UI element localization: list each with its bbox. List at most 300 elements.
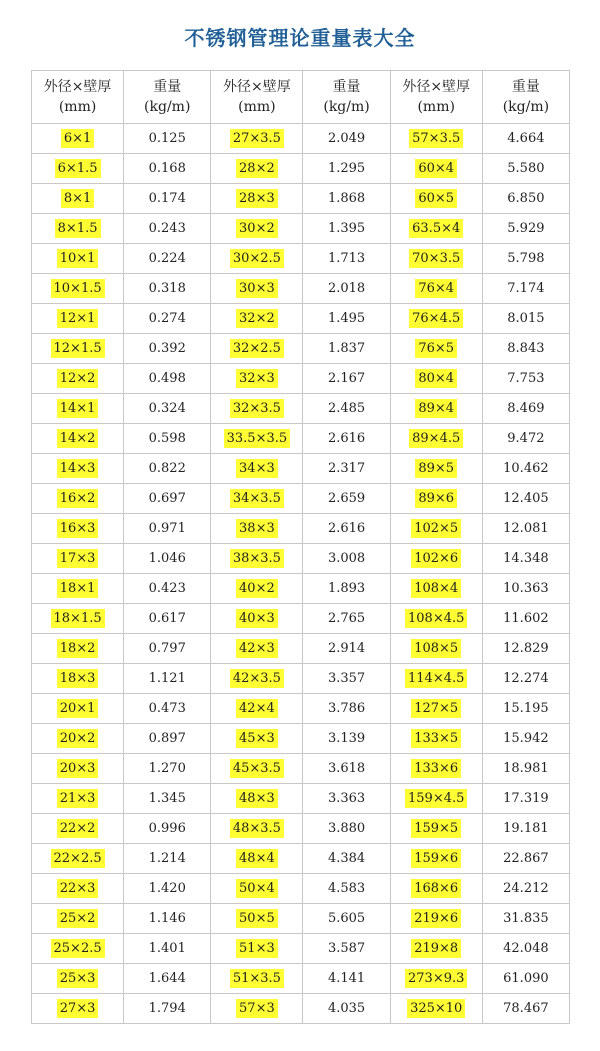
size-value: 80×4: [415, 369, 457, 388]
size-cell: [211, 934, 303, 964]
weight-value: 2.616: [303, 514, 390, 544]
size-value: 28×2: [236, 159, 278, 178]
size-cell: [211, 664, 303, 694]
table-row: [32, 124, 570, 154]
size-cell: [211, 184, 303, 214]
size-cell: [211, 724, 303, 754]
size-cell: [391, 664, 483, 694]
size-cell: [391, 124, 483, 154]
table-row: [32, 154, 570, 184]
size-value: 14×3: [57, 459, 99, 478]
size-cell: [211, 424, 303, 454]
weight-value: 12.081: [483, 514, 570, 544]
weight-value: 2.616: [303, 424, 390, 454]
weight-value: 3.363: [303, 784, 390, 814]
weight-value: 1.495: [303, 304, 390, 334]
size-cell: [32, 454, 124, 484]
weight-value: 0.498: [124, 364, 211, 394]
table-row: [32, 334, 570, 364]
size-value: 16×3: [57, 519, 99, 538]
table-row: [32, 664, 570, 694]
weight-value: 2.659: [303, 484, 390, 514]
size-cell: [391, 544, 483, 574]
size-value: 51×3: [236, 939, 278, 958]
weight-value: 31.835: [483, 904, 570, 934]
table-row: [32, 934, 570, 964]
size-value: 42×3: [236, 639, 278, 658]
weight-value: 1.146: [124, 904, 211, 934]
size-cell: [391, 304, 483, 334]
size-value: 16×2: [57, 489, 99, 508]
header-size: [391, 71, 483, 124]
size-value: 60×4: [415, 159, 457, 178]
size-value: 51×3.5: [230, 969, 284, 988]
size-cell: [391, 604, 483, 634]
size-cell: [32, 424, 124, 454]
size-value: 17×3: [57, 549, 99, 568]
size-cell: [391, 514, 483, 544]
weight-value: 0.174: [124, 184, 211, 214]
size-cell: [211, 514, 303, 544]
size-cell: [211, 274, 303, 304]
size-cell: [32, 844, 124, 874]
size-cell: [211, 994, 303, 1024]
table-row: [32, 814, 570, 844]
weight-value: 5.798: [483, 244, 570, 274]
weight-value: 2.018: [303, 274, 390, 304]
table-row: [32, 304, 570, 334]
size-cell: [32, 154, 124, 184]
weight-value: 2.914: [303, 634, 390, 664]
size-cell: [211, 694, 303, 724]
size-cell: [32, 724, 124, 754]
weight-value: 15.195: [483, 694, 570, 724]
table-row: [32, 754, 570, 784]
size-cell: [32, 784, 124, 814]
size-cell: [211, 454, 303, 484]
size-cell: [32, 994, 124, 1024]
weight-value: 11.602: [483, 604, 570, 634]
header-weight: [303, 71, 390, 124]
size-cell: [32, 514, 124, 544]
size-cell: [32, 184, 124, 214]
header-size-unit: (mm): [58, 99, 97, 115]
weight-value: 3.786: [303, 694, 390, 724]
size-value: 108×5: [411, 639, 461, 658]
weight-value: 18.981: [483, 754, 570, 784]
size-value: 133×6: [411, 759, 461, 778]
size-cell: [391, 634, 483, 664]
size-cell: [211, 604, 303, 634]
weight-value: 0.971: [124, 514, 211, 544]
header-weight: [483, 71, 570, 124]
size-value: 48×3.5: [230, 819, 284, 838]
weight-value: 7.174: [483, 274, 570, 304]
size-value: 14×1: [57, 399, 99, 418]
weight-value: 3.618: [303, 754, 390, 784]
size-cell: [211, 784, 303, 814]
size-value: 159×6: [411, 849, 461, 868]
weight-value: 61.090: [483, 964, 570, 994]
weight-value: 2.167: [303, 364, 390, 394]
size-cell: [211, 304, 303, 334]
weight-value: 10.363: [483, 574, 570, 604]
weight-value: 0.392: [124, 334, 211, 364]
size-value: 14×2: [57, 429, 99, 448]
weight-value: 24.212: [483, 874, 570, 904]
weight-value: 0.274: [124, 304, 211, 334]
weight-value: 0.996: [124, 814, 211, 844]
header-weight-label: 重量: [332, 79, 361, 95]
table-row: [32, 634, 570, 664]
size-value: 273×9.3: [405, 969, 467, 988]
size-value: 102×6: [411, 549, 461, 568]
size-cell: [391, 754, 483, 784]
size-cell: [211, 124, 303, 154]
weight-value: 0.617: [124, 604, 211, 634]
size-value: 57×3: [236, 999, 278, 1018]
size-value: 114×4.5: [405, 669, 467, 688]
header-size-label: 外径×壁厚: [402, 79, 471, 95]
size-value: 89×6: [415, 489, 457, 508]
size-cell: [32, 904, 124, 934]
weight-value: 4.583: [303, 874, 390, 904]
size-value: 76×5: [415, 339, 457, 358]
size-cell: [391, 874, 483, 904]
weight-value: 4.141: [303, 964, 390, 994]
weight-value: 1.893: [303, 574, 390, 604]
size-cell: [391, 934, 483, 964]
table-row: [32, 694, 570, 724]
size-cell: [211, 394, 303, 424]
table-row: [32, 784, 570, 814]
weight-value: 1.868: [303, 184, 390, 214]
size-cell: [391, 994, 483, 1024]
size-cell: [32, 574, 124, 604]
size-cell: [32, 214, 124, 244]
size-cell: [391, 964, 483, 994]
size-value: 18×1: [57, 579, 99, 598]
size-value: 159×5: [411, 819, 461, 838]
weight-value: 4.664: [483, 124, 570, 154]
header-size-unit: (mm): [238, 99, 276, 115]
size-value: 89×4: [415, 399, 457, 418]
size-cell: [391, 574, 483, 604]
weight-value: 0.324: [124, 394, 211, 424]
size-value: 57×3.5: [409, 129, 463, 148]
weight-value: 1.713: [303, 244, 390, 274]
size-cell: [32, 664, 124, 694]
size-cell: [211, 544, 303, 574]
weight-value: 2.049: [303, 124, 390, 154]
size-value: 60×5: [415, 189, 457, 208]
size-cell: [32, 544, 124, 574]
table-row: [32, 394, 570, 424]
size-cell: [391, 484, 483, 514]
size-cell: [32, 334, 124, 364]
size-value: 10×1.5: [51, 279, 105, 298]
size-value: 133×5: [411, 729, 461, 748]
size-cell: [32, 304, 124, 334]
size-cell: [211, 874, 303, 904]
size-cell: [391, 214, 483, 244]
weight-value: 1.270: [124, 754, 211, 784]
size-value: 20×3: [57, 759, 99, 778]
size-cell: [391, 184, 483, 214]
size-cell: [32, 364, 124, 394]
weight-value: 9.472: [483, 424, 570, 454]
size-cell: [391, 784, 483, 814]
size-cell: [211, 214, 303, 244]
size-cell: [391, 154, 483, 184]
size-value: 32×2: [236, 309, 278, 328]
weight-value: 22.867: [483, 844, 570, 874]
size-value: 45×3: [236, 729, 278, 748]
weight-value: 0.797: [124, 634, 211, 664]
table-row: [32, 184, 570, 214]
size-value: 34×3: [236, 459, 278, 478]
size-value: 48×4: [236, 849, 278, 868]
header-size: [211, 71, 303, 124]
size-cell: [32, 244, 124, 274]
table-row: [32, 514, 570, 544]
weight-value: 1.345: [124, 784, 211, 814]
size-value: 30×3: [236, 279, 278, 298]
size-value: 22×3: [57, 879, 99, 898]
weight-value: 78.467: [483, 994, 570, 1024]
size-cell: [211, 634, 303, 664]
size-value: 89×5: [415, 459, 457, 478]
table-row: [32, 484, 570, 514]
weight-value: 0.318: [124, 274, 211, 304]
size-value: 50×4: [236, 879, 278, 898]
size-cell: [391, 814, 483, 844]
size-value: 12×1: [57, 309, 99, 328]
weight-value: 14.348: [483, 544, 570, 574]
size-cell: [211, 964, 303, 994]
size-value: 33.5×3.5: [224, 429, 291, 448]
size-cell: [391, 724, 483, 754]
weight-value: 1.295: [303, 154, 390, 184]
weight-value: 1.644: [124, 964, 211, 994]
size-cell: [391, 364, 483, 394]
size-cell: [391, 844, 483, 874]
size-cell: [32, 964, 124, 994]
header-weight-label: 重量: [511, 79, 540, 95]
header-size-label: 外径×壁厚: [43, 79, 112, 95]
weight-value: 1.214: [124, 844, 211, 874]
size-value: 30×2.5: [230, 249, 284, 268]
size-cell: [32, 694, 124, 724]
table-row: [32, 724, 570, 754]
weight-value: 3.008: [303, 544, 390, 574]
weight-value: 1.420: [124, 874, 211, 904]
size-value: 219×6: [411, 909, 461, 928]
size-value: 42×3.5: [230, 669, 284, 688]
weight-value: 0.897: [124, 724, 211, 754]
header-size-label: 外径×壁厚: [223, 79, 291, 95]
table-row: [32, 844, 570, 874]
weight-value: 12.405: [483, 484, 570, 514]
size-cell: [211, 154, 303, 184]
header-weight-unit: (kg/m): [144, 99, 191, 115]
size-value: 12×1.5: [51, 339, 105, 358]
weight-value: 4.035: [303, 994, 390, 1024]
size-value: 27×3: [57, 999, 99, 1018]
weight-value: 0.243: [124, 214, 211, 244]
size-cell: [32, 124, 124, 154]
weight-value: 0.598: [124, 424, 211, 454]
weight-value: 0.125: [124, 124, 211, 154]
header-size: [32, 71, 124, 124]
size-value: 102×5: [411, 519, 461, 538]
table-row: [32, 244, 570, 274]
size-value: 48×3: [236, 789, 278, 808]
weight-value: 1.794: [124, 994, 211, 1024]
size-value: 38×3.5: [230, 549, 284, 568]
size-value: 168×6: [411, 879, 461, 898]
table-row: [32, 274, 570, 304]
size-value: 20×1: [57, 699, 99, 718]
weight-value: 8.015: [483, 304, 570, 334]
size-cell: [211, 484, 303, 514]
weight-table: [31, 70, 570, 1024]
header-row: [32, 71, 570, 124]
size-cell: [32, 394, 124, 424]
weight-value: 8.843: [483, 334, 570, 364]
size-cell: [32, 934, 124, 964]
header-weight-label: 重量: [153, 79, 182, 95]
size-cell: [391, 454, 483, 484]
size-value: 108×4: [411, 579, 461, 598]
size-value: 25×2: [57, 909, 99, 928]
size-value: 34×3.5: [230, 489, 284, 508]
size-value: 12×2: [57, 369, 99, 388]
weight-value: 3.357: [303, 664, 390, 694]
header-weight: [124, 71, 211, 124]
size-value: 22×2: [57, 819, 99, 838]
size-value: 76×4.5: [409, 309, 463, 328]
size-value: 42×4: [236, 699, 278, 718]
weight-value: 0.697: [124, 484, 211, 514]
size-value: 159×4.5: [405, 789, 467, 808]
size-cell: [211, 814, 303, 844]
weight-value: 0.224: [124, 244, 211, 274]
weight-value: 8.469: [483, 394, 570, 424]
size-value: 10×1: [57, 249, 99, 268]
size-cell: [211, 244, 303, 274]
size-value: 30×2: [236, 219, 278, 238]
size-value: 18×1.5: [51, 609, 105, 628]
size-value: 38×3: [236, 519, 278, 538]
weight-value: 42.048: [483, 934, 570, 964]
weight-value: 1.837: [303, 334, 390, 364]
table-row: [32, 574, 570, 604]
size-value: 6×1.5: [55, 159, 101, 178]
size-value: 21×3: [57, 789, 99, 808]
size-value: 219×8: [411, 939, 461, 958]
table-row: [32, 364, 570, 394]
weight-value: 12.829: [483, 634, 570, 664]
size-value: 28×3: [236, 189, 278, 208]
size-value: 63.5×4: [409, 219, 463, 238]
weight-value: 2.317: [303, 454, 390, 484]
weight-value: 7.753: [483, 364, 570, 394]
weight-value: 0.822: [124, 454, 211, 484]
page-title: 不锈钢管理论重量表大全: [184, 26, 416, 50]
header-size-unit: (mm): [417, 99, 455, 115]
size-cell: [32, 874, 124, 904]
size-value: 18×3: [57, 669, 99, 688]
size-cell: [32, 604, 124, 634]
size-value: 32×3.5: [230, 399, 284, 418]
weight-value: 5.929: [483, 214, 570, 244]
size-value: 25×3: [57, 969, 99, 988]
weight-value: 0.423: [124, 574, 211, 604]
size-cell: [211, 844, 303, 874]
table-row: [32, 424, 570, 454]
size-value: 50×5: [236, 909, 278, 928]
size-value: 89×4.5: [409, 429, 463, 448]
size-cell: [211, 574, 303, 604]
weight-value: 15.942: [483, 724, 570, 754]
size-value: 6×1: [61, 129, 94, 148]
size-value: 27×3.5: [230, 129, 284, 148]
size-value: 32×3: [236, 369, 278, 388]
table-row: [32, 214, 570, 244]
weight-value: 6.850: [483, 184, 570, 214]
weight-value: 12.274: [483, 664, 570, 694]
size-cell: [211, 334, 303, 364]
size-cell: [32, 634, 124, 664]
size-cell: [211, 904, 303, 934]
weight-value: 2.485: [303, 394, 390, 424]
header-weight-unit: (kg/m): [502, 99, 550, 115]
weight-value: 1.121: [124, 664, 211, 694]
size-cell: [211, 364, 303, 394]
size-value: 40×2: [236, 579, 278, 598]
weight-value: 5.605: [303, 904, 390, 934]
weight-value: 5.580: [483, 154, 570, 184]
size-value: 76×4: [415, 279, 457, 298]
weight-value: 4.384: [303, 844, 390, 874]
table-row: [32, 454, 570, 484]
weight-value: 2.765: [303, 604, 390, 634]
size-cell: [32, 274, 124, 304]
table-row: [32, 544, 570, 574]
size-value: 127×5: [411, 699, 461, 718]
size-cell: [391, 394, 483, 424]
size-value: 108×4.5: [405, 609, 467, 628]
size-value: 325×10: [407, 999, 465, 1018]
size-value: 22×2.5: [51, 849, 105, 868]
size-cell: [391, 274, 483, 304]
weight-value: 3.880: [303, 814, 390, 844]
size-value: 20×2: [57, 729, 99, 748]
table-row: [32, 874, 570, 904]
size-cell: [391, 244, 483, 274]
size-value: 32×2.5: [230, 339, 284, 358]
weight-value: 1.395: [303, 214, 390, 244]
weight-value: 0.168: [124, 154, 211, 184]
size-value: 25×2.5: [51, 939, 105, 958]
size-value: 8×1: [61, 189, 94, 208]
size-value: 45×3.5: [230, 759, 284, 778]
weight-value: 17.319: [483, 784, 570, 814]
weight-value: 1.401: [124, 934, 211, 964]
weight-value: 19.181: [483, 814, 570, 844]
table-row: [32, 964, 570, 994]
